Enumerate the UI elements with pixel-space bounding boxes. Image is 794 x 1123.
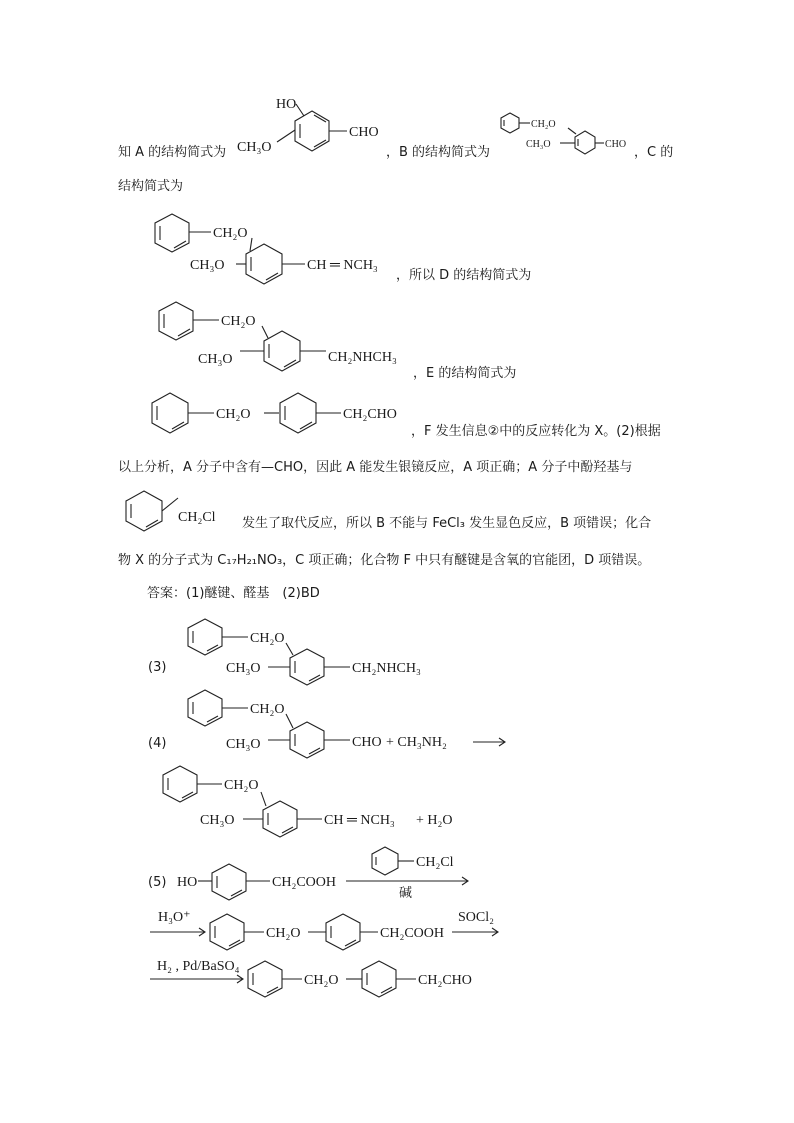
analysis-text: 以上分析，A 分子中含有—CHO，因此 A 能发生银镜反应，A 项正确；A 分子中酚羟基与 (118, 460, 633, 475)
q5s2-ch2cooh-label: CH₂COOH (380, 926, 444, 941)
q5-h2-pd-label: H₂ , Pd/BaSO₄ (157, 959, 240, 974)
intro-b-text: ，B 的结构简式为 (386, 145, 491, 160)
q4p-methoxy-label: CH₃O (200, 813, 235, 828)
intro-c-text: ，C 的 (634, 145, 674, 160)
answer-4-product (163, 766, 453, 837)
c-imine-label: CH ═ NCH₃ (307, 258, 378, 273)
intro-a-text: 知 A 的结构简式为 (118, 145, 227, 160)
answer-4-reactant (188, 690, 505, 758)
answer-5-step1 (177, 847, 468, 901)
structure-e (152, 393, 397, 433)
q4p-water-label: + H₂O (416, 813, 453, 828)
line2-text: 结构简式为 (118, 179, 184, 194)
q3-label: (3) (148, 660, 167, 675)
c-suffix-text: ，所以 D 的结构简式为 (396, 268, 532, 283)
q5-label: (5) (148, 875, 167, 890)
q4-label: (4) (148, 736, 167, 751)
q5-ho-label: HO (177, 875, 198, 890)
c-ch2o-label: CH₂O (213, 226, 248, 241)
structure-b (501, 113, 626, 154)
e-ch2o-label: CH₂O (216, 407, 251, 422)
q5s3-ch2o-label: CH₂O (304, 973, 339, 988)
b-aldehyde-label: CHO (605, 139, 627, 150)
a-methoxy-label: CH₃O (237, 140, 272, 155)
b-ch2o-label: CH₂O (531, 119, 556, 130)
q3-methoxy-label: CH₃O (226, 661, 261, 676)
d-ch2o-label: CH₂O (221, 314, 256, 329)
structure-a (237, 97, 379, 155)
q4p-ch2o-label: CH₂O (224, 778, 259, 793)
q4p-imine-label: CH ═ NCH₃ (324, 813, 395, 828)
d-amine-label: CH₂NHCH₃ (328, 350, 397, 365)
benzyl-chloride-structure (126, 491, 216, 531)
answer-3-structure (188, 619, 421, 685)
a-hydroxy-label: HO (276, 97, 297, 112)
q4-methoxy-label: CH₃O (226, 737, 261, 752)
e-suffix-text: ，F 发生信息②中的反应转化为 X。(2)根据 (411, 424, 661, 439)
c-methoxy-label: CH₃O (190, 258, 225, 273)
b-methoxy-label: CH₃O (526, 139, 551, 150)
structure-c (155, 214, 378, 284)
q4-methylamine-label: + CH₃NH₂ (386, 735, 447, 750)
answer-5-step2 (150, 910, 498, 950)
e-ch2cho-label: CH₂CHO (343, 407, 397, 422)
q5s3-ch2cho-label: CH₂CHO (418, 973, 472, 988)
d-suffix-text: ，E 的结构简式为 (413, 366, 517, 381)
q4-aldehyde-label: CHO (352, 735, 382, 750)
q5-ch2cooh-label: CH₂COOH (272, 875, 336, 890)
q5s2-ch2o-label: CH₂O (266, 926, 301, 941)
formula-line-text: 物 X 的分子式为 C₁₇H₂₁NO₃，C 项正确；化合物 F 中只有醚键是含氧的官能团，D 项错误。 (118, 553, 651, 568)
benzyl-ch2cl-label: CH₂Cl (178, 510, 216, 525)
answer-text: 答案：(1)醚键、醛基 (2)BD (147, 586, 320, 601)
answer-5-step3 (150, 959, 472, 997)
bnzcl-suffix-text: 发生了取代反应，所以 B 不能与 FeCl₃ 发生显色反应，B 项错误；化合 (242, 516, 652, 531)
q5-acid-label: H₃O⁺ (158, 910, 191, 925)
q3-amine-label: CH₂NHCH₃ (352, 661, 421, 676)
q5-base-label: 碱 (399, 886, 413, 901)
q3-ch2o-label: CH₂O (250, 631, 285, 646)
q5-reagent-ch2cl-label: CH₂Cl (416, 855, 454, 870)
q4-ch2o-label: CH₂O (250, 702, 285, 717)
q5-socl2-label: SOCl₂ (458, 910, 495, 925)
d-methoxy-label: CH₃O (198, 352, 233, 367)
structure-d (159, 302, 397, 371)
a-aldehyde-label: CHO (349, 125, 379, 140)
